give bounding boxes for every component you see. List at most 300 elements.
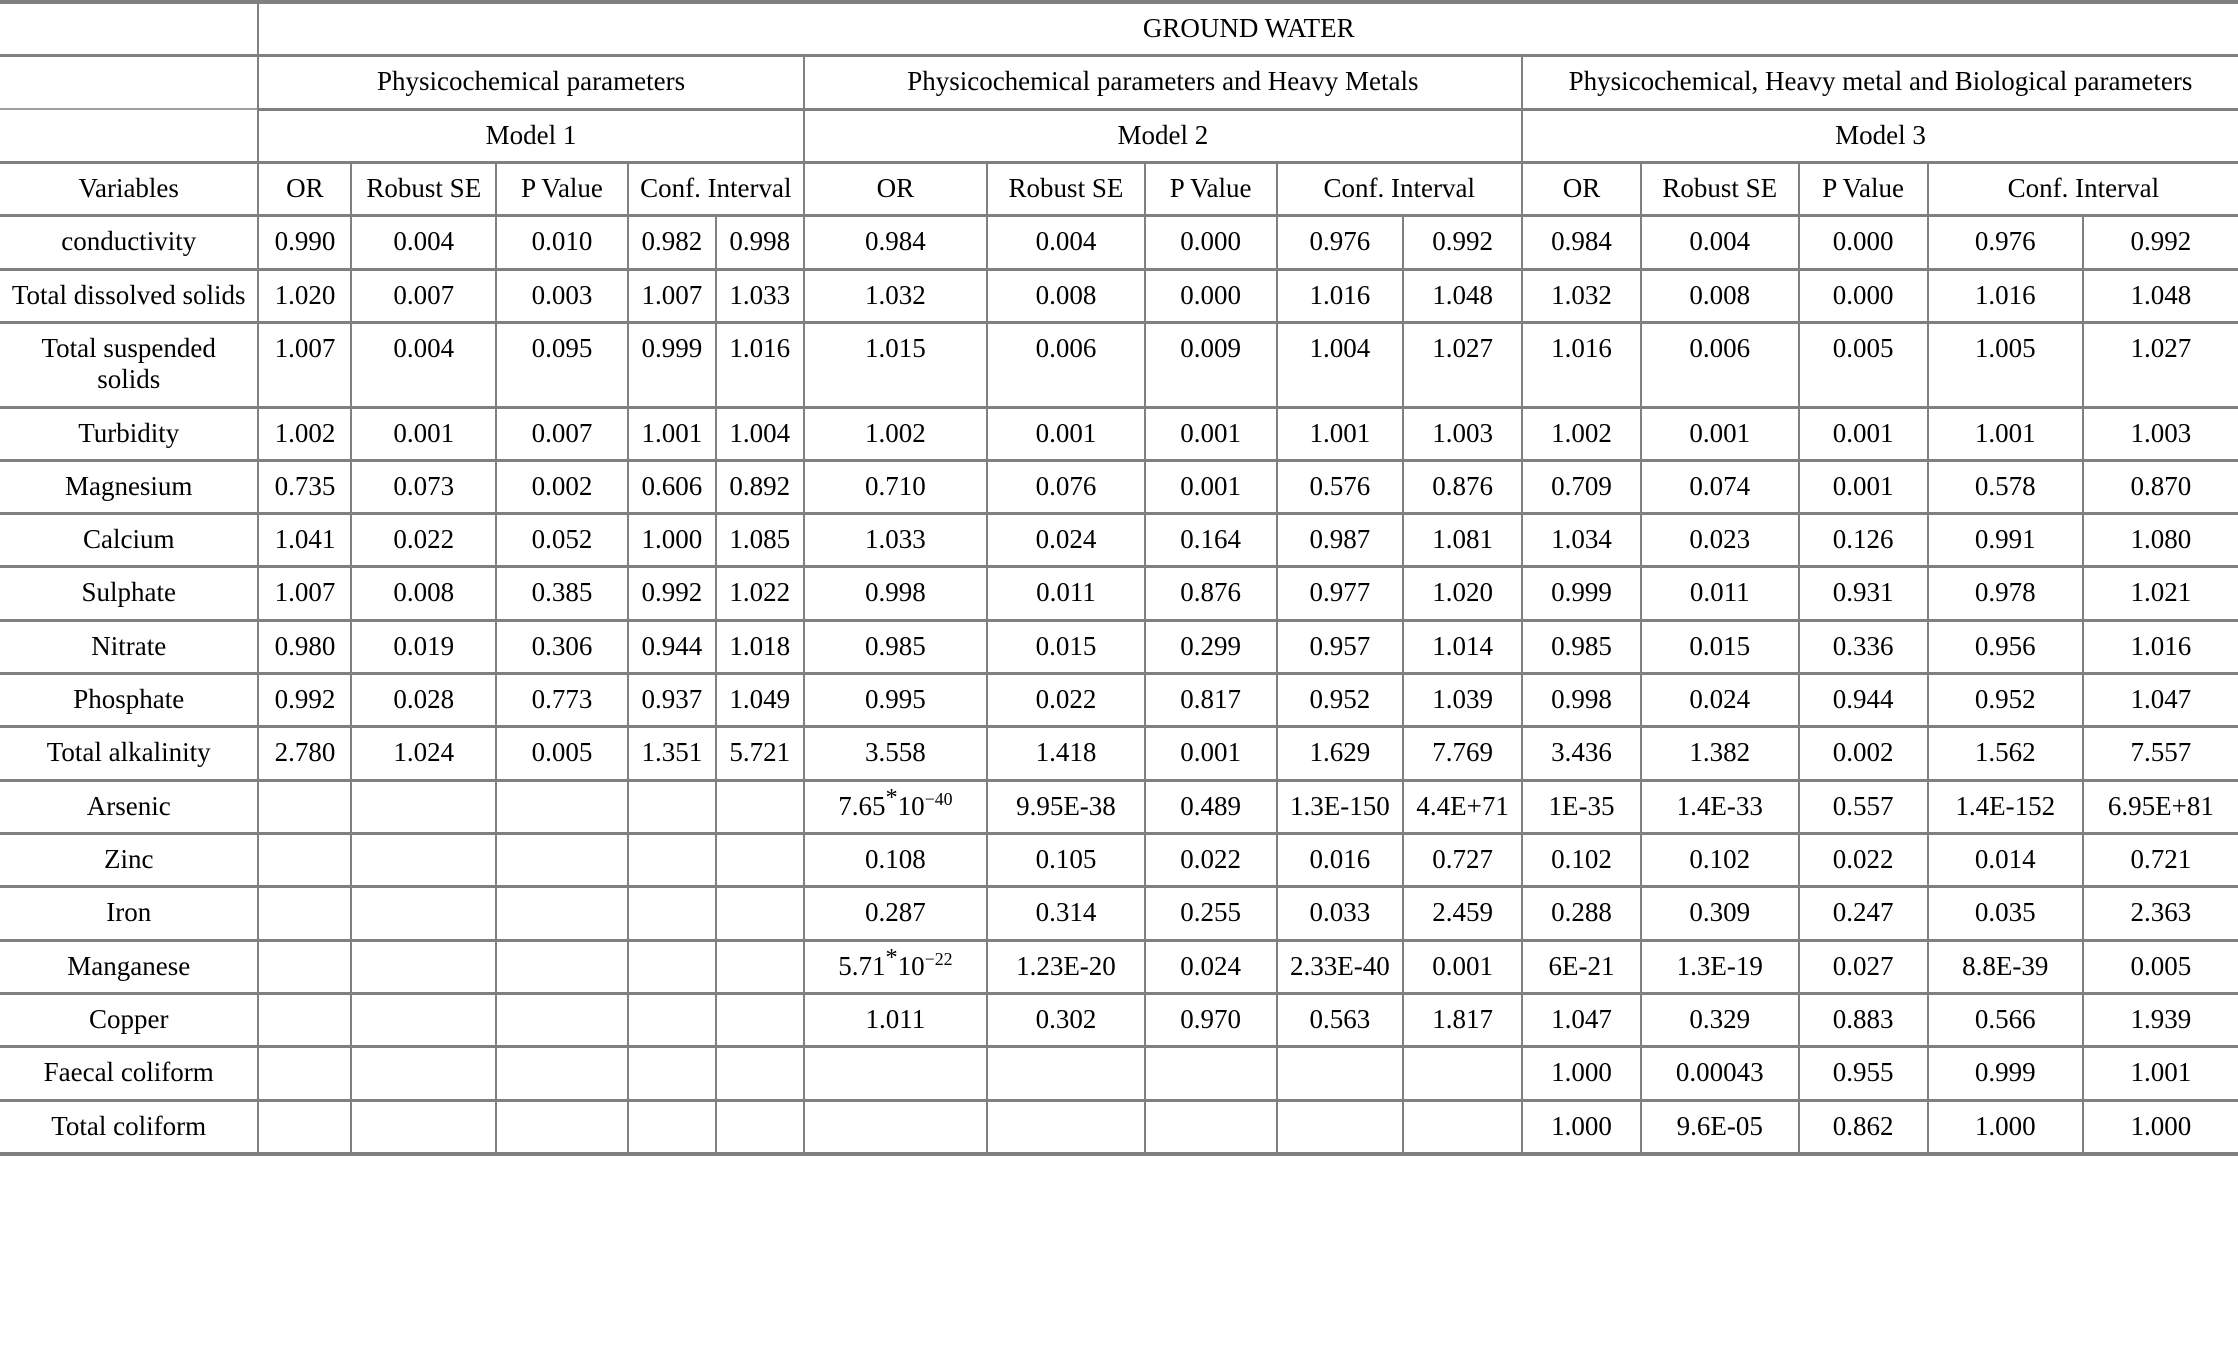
column-header-m3-conf-interval: Conf. Interval xyxy=(1928,162,2238,215)
cell-m3-ci-lower: 0.999 xyxy=(1928,1047,2083,1100)
cell-m2-robust-se: 0.076 xyxy=(987,460,1145,513)
cell-m3-robust-se: 0.008 xyxy=(1641,269,1799,322)
cell-m3-or: 0.102 xyxy=(1522,834,1641,887)
cell-m2-p-value: 0.009 xyxy=(1145,322,1277,407)
cell-m1-ci-lower xyxy=(628,1047,716,1100)
cell-m2-robust-se: 0.105 xyxy=(987,834,1145,887)
cell-m2-or: 1.011 xyxy=(804,993,987,1046)
cell-m2-ci-lower: 0.563 xyxy=(1277,993,1404,1046)
cell-m2-or: 0.710 xyxy=(804,460,987,513)
cell-m3-ci-lower: 0.578 xyxy=(1928,460,2083,513)
cell-m1-or xyxy=(258,1100,351,1154)
cell-m1-or xyxy=(258,993,351,1046)
cell-m3-p-value: 0.955 xyxy=(1799,1047,1928,1100)
cell-m1-ci-upper: 1.004 xyxy=(716,407,804,460)
cell-m2-ci-upper: 2.459 xyxy=(1403,887,1522,940)
cell-m2-ci-upper: 4.4E+71 xyxy=(1403,780,1522,833)
cell-m1-p-value xyxy=(496,780,628,833)
row-variable-label: conductivity xyxy=(0,216,258,269)
cell-m3-p-value: 0.001 xyxy=(1799,460,1928,513)
cell-m3-or: 1.032 xyxy=(1522,269,1641,322)
cell-m1-p-value: 0.095 xyxy=(496,322,628,407)
table-row xyxy=(0,674,2238,727)
cell-m2-or: 3.558 xyxy=(804,727,987,780)
cell-m2-or: 0.287 xyxy=(804,887,987,940)
cell-m1-p-value xyxy=(496,887,628,940)
row-variable-label: Total dissolved solids xyxy=(0,269,258,322)
column-header-m2-or: OR xyxy=(804,162,987,215)
cell-m3-robust-se: 0.011 xyxy=(1641,567,1799,620)
cell-m3-ci-upper: 1.000 xyxy=(2083,1100,2238,1154)
model-label-2: Model 2 xyxy=(804,109,1522,162)
group-title-model-2: Physicochemical parameters and Heavy Metals xyxy=(804,56,1522,109)
cell-m1-ci-upper: 1.016 xyxy=(716,322,804,407)
cell-m3-or: 1.047 xyxy=(1522,993,1641,1046)
cell-m1-p-value xyxy=(496,993,628,1046)
cell-m2-robust-se: 1.23E-20 xyxy=(987,940,1145,993)
corner-blank-top xyxy=(0,2,258,56)
cell-m2-p-value: 0.001 xyxy=(1145,407,1277,460)
cell-m3-or: 0.998 xyxy=(1522,674,1641,727)
cell-m2-p-value: 0.817 xyxy=(1145,674,1277,727)
cell-m3-robust-se: 0.024 xyxy=(1641,674,1799,727)
column-header-m2-conf-interval: Conf. Interval xyxy=(1277,162,1523,215)
cell-m2-or: 0.998 xyxy=(804,567,987,620)
row-variable-label: Arsenic xyxy=(0,780,258,833)
cell-m3-ci-lower: 0.976 xyxy=(1928,216,2083,269)
cell-m2-robust-se: 0.008 xyxy=(987,269,1145,322)
cell-m1-or: 0.992 xyxy=(258,674,351,727)
cell-m3-or: 1.034 xyxy=(1522,514,1641,567)
cell-m1-p-value: 0.003 xyxy=(496,269,628,322)
cell-m1-ci-upper: 1.022 xyxy=(716,567,804,620)
cell-m2-ci-upper: 1.027 xyxy=(1403,322,1522,407)
cell-m3-robust-se: 0.309 xyxy=(1641,887,1799,940)
cell-m2-or: $7.65*10^{-40}$ xyxy=(804,780,987,833)
table-row xyxy=(0,887,2238,940)
cell-m2-ci-upper: 7.769 xyxy=(1403,727,1522,780)
cell-m1-or: 0.990 xyxy=(258,216,351,269)
cell-m1-p-value xyxy=(496,1047,628,1100)
cell-m2-p-value: 0.001 xyxy=(1145,460,1277,513)
cell-m2-ci-lower: 0.976 xyxy=(1277,216,1404,269)
cell-m2-or: $5.71*10^{-22}$ xyxy=(804,940,987,993)
cell-m1-or xyxy=(258,1047,351,1100)
cell-m2-ci-upper: 1.039 xyxy=(1403,674,1522,727)
cell-m3-ci-upper: 0.870 xyxy=(2083,460,2238,513)
cell-m3-ci-upper: 1.939 xyxy=(2083,993,2238,1046)
cell-m2-p-value: 0.299 xyxy=(1145,620,1277,673)
group-title-model-1: Physicochemical parameters xyxy=(258,56,803,109)
cell-m3-p-value: 0.005 xyxy=(1799,322,1928,407)
cell-m2-ci-upper xyxy=(1403,1047,1522,1100)
cell-m1-p-value: 0.773 xyxy=(496,674,628,727)
cell-m3-or: 0.984 xyxy=(1522,216,1641,269)
cell-m1-robust-se: 0.004 xyxy=(351,216,496,269)
cell-m3-ci-upper: 0.005 xyxy=(2083,940,2238,993)
cell-m3-ci-lower: 0.014 xyxy=(1928,834,2083,887)
cell-m1-or: 1.007 xyxy=(258,567,351,620)
corner-blank-titles xyxy=(0,56,258,109)
column-header-m3-robust-se: Robust SE xyxy=(1641,162,1799,215)
cell-m2-ci-lower xyxy=(1277,1100,1404,1154)
cell-m3-robust-se: 0.015 xyxy=(1641,620,1799,673)
cell-m3-p-value: 0.000 xyxy=(1799,216,1928,269)
column-header-m1-or: OR xyxy=(258,162,351,215)
cell-m3-p-value: 0.126 xyxy=(1799,514,1928,567)
cell-m2-p-value: 0.876 xyxy=(1145,567,1277,620)
cell-m3-or: 3.436 xyxy=(1522,727,1641,780)
cell-m1-ci-upper: 1.033 xyxy=(716,269,804,322)
cell-m3-p-value: 0.883 xyxy=(1799,993,1928,1046)
cell-m3-ci-lower: 0.978 xyxy=(1928,567,2083,620)
cell-m3-ci-upper: 1.003 xyxy=(2083,407,2238,460)
cell-m2-ci-lower: 0.576 xyxy=(1277,460,1404,513)
cell-m3-p-value: 0.022 xyxy=(1799,834,1928,887)
row-variable-label: Turbidity xyxy=(0,407,258,460)
column-header-variables: Variables xyxy=(0,162,258,215)
cell-m3-ci-lower: 1.000 xyxy=(1928,1100,2083,1154)
cell-m3-ci-lower: 1.4E-152 xyxy=(1928,780,2083,833)
row-variable-label: Sulphate xyxy=(0,567,258,620)
cell-m2-ci-upper: 0.727 xyxy=(1403,834,1522,887)
cell-m1-ci-lower xyxy=(628,780,716,833)
header-row-model-numbers xyxy=(0,109,2238,162)
cell-m1-or: 1.041 xyxy=(258,514,351,567)
cell-m1-robust-se xyxy=(351,887,496,940)
cell-m2-or xyxy=(804,1100,987,1154)
cell-m2-or: 0.984 xyxy=(804,216,987,269)
cell-m1-ci-lower: 0.937 xyxy=(628,674,716,727)
cell-m1-ci-upper: 1.085 xyxy=(716,514,804,567)
cell-m1-or xyxy=(258,780,351,833)
cell-m2-ci-upper: 0.001 xyxy=(1403,940,1522,993)
cell-m1-or: 0.735 xyxy=(258,460,351,513)
cell-m3-ci-upper: 2.363 xyxy=(2083,887,2238,940)
cell-m3-or: 0.985 xyxy=(1522,620,1641,673)
model-label-1: Model 1 xyxy=(258,109,803,162)
cell-m1-p-value xyxy=(496,834,628,887)
header-row-columns xyxy=(0,162,2238,215)
cell-m1-robust-se: 0.073 xyxy=(351,460,496,513)
cell-m3-ci-upper: 1.016 xyxy=(2083,620,2238,673)
cell-m1-ci-lower: 0.992 xyxy=(628,567,716,620)
cell-m3-p-value: 0.931 xyxy=(1799,567,1928,620)
cell-m3-ci-upper: 7.557 xyxy=(2083,727,2238,780)
cell-m2-p-value: 0.000 xyxy=(1145,269,1277,322)
table-row xyxy=(0,834,2238,887)
cell-m2-p-value: 0.164 xyxy=(1145,514,1277,567)
cell-m2-p-value: 0.022 xyxy=(1145,834,1277,887)
cell-m3-ci-upper: 6.95E+81 xyxy=(2083,780,2238,833)
table-row xyxy=(0,460,2238,513)
cell-m2-p-value: 0.255 xyxy=(1145,887,1277,940)
cell-m2-ci-upper: 1.081 xyxy=(1403,514,1522,567)
table-row xyxy=(0,407,2238,460)
cell-m2-ci-lower xyxy=(1277,1047,1404,1100)
cell-m3-ci-upper: 1.027 xyxy=(2083,322,2238,407)
cell-m2-ci-lower: 0.957 xyxy=(1277,620,1404,673)
cell-m1-or: 2.780 xyxy=(258,727,351,780)
cell-m2-ci-lower: 0.952 xyxy=(1277,674,1404,727)
cell-m2-p-value xyxy=(1145,1100,1277,1154)
cell-m1-ci-lower: 1.001 xyxy=(628,407,716,460)
cell-m1-p-value: 0.052 xyxy=(496,514,628,567)
table-row xyxy=(0,514,2238,567)
table-row xyxy=(0,216,2238,269)
cell-m2-robust-se: 0.001 xyxy=(987,407,1145,460)
cell-m3-robust-se: 0.004 xyxy=(1641,216,1799,269)
cell-m3-or: 0.288 xyxy=(1522,887,1641,940)
cell-m3-or: 1.016 xyxy=(1522,322,1641,407)
cell-m1-ci-upper: 1.018 xyxy=(716,620,804,673)
cell-m3-p-value: 0.027 xyxy=(1799,940,1928,993)
table-row xyxy=(0,620,2238,673)
cell-m1-ci-lower: 0.999 xyxy=(628,322,716,407)
cell-m3-robust-se: 0.001 xyxy=(1641,407,1799,460)
row-variable-label: Total coliform xyxy=(0,1100,258,1154)
cell-m1-ci-upper xyxy=(716,1047,804,1100)
cell-m1-robust-se: 0.001 xyxy=(351,407,496,460)
cell-m3-robust-se: 9.6E-05 xyxy=(1641,1100,1799,1154)
column-header-m2-robust-se: Robust SE xyxy=(987,162,1145,215)
cell-m1-ci-upper xyxy=(716,1100,804,1154)
cell-m1-or: 1.020 xyxy=(258,269,351,322)
cell-m3-ci-lower: 0.991 xyxy=(1928,514,2083,567)
cell-m2-or: 1.033 xyxy=(804,514,987,567)
cell-m2-ci-upper: 0.992 xyxy=(1403,216,1522,269)
cell-m1-or: 0.980 xyxy=(258,620,351,673)
cell-m3-ci-lower: 0.566 xyxy=(1928,993,2083,1046)
cell-m3-ci-lower: 1.016 xyxy=(1928,269,2083,322)
cell-m2-ci-lower: 1.3E-150 xyxy=(1277,780,1404,833)
cell-m2-or: 1.032 xyxy=(804,269,987,322)
cell-m1-robust-se xyxy=(351,780,496,833)
column-header-m3-or: OR xyxy=(1522,162,1641,215)
cell-m1-p-value xyxy=(496,940,628,993)
cell-m2-ci-upper: 1.817 xyxy=(1403,993,1522,1046)
cell-m3-robust-se: 0.023 xyxy=(1641,514,1799,567)
table-row xyxy=(0,1047,2238,1100)
cell-m1-ci-upper xyxy=(716,834,804,887)
cell-m2-robust-se: 0.024 xyxy=(987,514,1145,567)
cell-m3-robust-se: 0.102 xyxy=(1641,834,1799,887)
cell-m1-robust-se: 0.004 xyxy=(351,322,496,407)
cell-m3-p-value: 0.944 xyxy=(1799,674,1928,727)
cell-m1-ci-lower xyxy=(628,1100,716,1154)
cell-m2-robust-se: 0.004 xyxy=(987,216,1145,269)
cell-m1-ci-lower: 1.351 xyxy=(628,727,716,780)
cell-m2-robust-se: 0.011 xyxy=(987,567,1145,620)
row-variable-label: Copper xyxy=(0,993,258,1046)
cell-m3-or: 1E-35 xyxy=(1522,780,1641,833)
table-row xyxy=(0,780,2238,833)
cell-m1-p-value: 0.007 xyxy=(496,407,628,460)
cell-m3-ci-upper: 1.021 xyxy=(2083,567,2238,620)
cell-m3-robust-se: 0.074 xyxy=(1641,460,1799,513)
cell-m1-p-value xyxy=(496,1100,628,1154)
cell-m3-or: 1.000 xyxy=(1522,1100,1641,1154)
cell-m3-ci-lower: 1.001 xyxy=(1928,407,2083,460)
cell-m3-ci-lower: 0.956 xyxy=(1928,620,2083,673)
column-header-m1-robust-se: Robust SE xyxy=(351,162,496,215)
cell-m1-or xyxy=(258,834,351,887)
table-row xyxy=(0,727,2238,780)
cell-m1-robust-se: 0.019 xyxy=(351,620,496,673)
cell-m3-ci-upper: 1.001 xyxy=(2083,1047,2238,1100)
table-row xyxy=(0,269,2238,322)
row-variable-label: Total alkalinity xyxy=(0,727,258,780)
row-variable-label: Phosphate xyxy=(0,674,258,727)
cell-m3-p-value: 0.862 xyxy=(1799,1100,1928,1154)
cell-m1-robust-se xyxy=(351,834,496,887)
cell-m3-ci-upper: 1.080 xyxy=(2083,514,2238,567)
cell-m1-ci-upper: 0.892 xyxy=(716,460,804,513)
cell-m2-robust-se: 9.95E-38 xyxy=(987,780,1145,833)
cell-m3-robust-se: 0.329 xyxy=(1641,993,1799,1046)
column-header-m1-p-value: P Value xyxy=(496,162,628,215)
model-label-3: Model 3 xyxy=(1522,109,2238,162)
cell-m2-p-value: 0.970 xyxy=(1145,993,1277,1046)
cell-m2-ci-upper: 0.876 xyxy=(1403,460,1522,513)
cell-m1-robust-se: 0.008 xyxy=(351,567,496,620)
cell-m1-p-value: 0.385 xyxy=(496,567,628,620)
cell-m2-p-value: 0.489 xyxy=(1145,780,1277,833)
cell-m1-ci-lower: 1.007 xyxy=(628,269,716,322)
row-variable-label: Zinc xyxy=(0,834,258,887)
cell-m2-robust-se: 0.022 xyxy=(987,674,1145,727)
cell-m2-robust-se xyxy=(987,1100,1145,1154)
cell-m2-ci-lower: 0.987 xyxy=(1277,514,1404,567)
cell-m2-ci-upper: 1.014 xyxy=(1403,620,1522,673)
cell-m2-ci-upper: 1.048 xyxy=(1403,269,1522,322)
cell-m3-p-value: 0.247 xyxy=(1799,887,1928,940)
cell-m2-or: 1.015 xyxy=(804,322,987,407)
cell-m1-ci-lower: 0.944 xyxy=(628,620,716,673)
cell-m1-ci-upper xyxy=(716,940,804,993)
cell-m2-ci-upper: 1.003 xyxy=(1403,407,1522,460)
corner-blank-models xyxy=(0,109,258,162)
cell-m2-p-value: 0.024 xyxy=(1145,940,1277,993)
cell-m2-or: 0.995 xyxy=(804,674,987,727)
cell-m1-ci-upper xyxy=(716,780,804,833)
header-row-model-set-titles xyxy=(0,56,2238,109)
cell-m1-p-value: 0.010 xyxy=(496,216,628,269)
cell-m1-robust-se xyxy=(351,940,496,993)
cell-m1-robust-se xyxy=(351,1100,496,1154)
row-variable-label: Magnesium xyxy=(0,460,258,513)
cell-m2-robust-se: 1.418 xyxy=(987,727,1145,780)
cell-m3-or: 0.709 xyxy=(1522,460,1641,513)
cell-m3-or: 1.000 xyxy=(1522,1047,1641,1100)
cell-m1-robust-se: 0.007 xyxy=(351,269,496,322)
cell-m2-ci-lower: 2.33E-40 xyxy=(1277,940,1404,993)
table-row xyxy=(0,940,2238,993)
table-row xyxy=(0,567,2238,620)
cell-m2-or xyxy=(804,1047,987,1100)
cell-m3-p-value: 0.001 xyxy=(1799,407,1928,460)
cell-m1-ci-upper: 5.721 xyxy=(716,727,804,780)
column-header-m1-conf-interval: Conf. Interval xyxy=(628,162,804,215)
row-variable-label: Manganese xyxy=(0,940,258,993)
cell-m2-robust-se: 0.006 xyxy=(987,322,1145,407)
cell-m2-or: 0.985 xyxy=(804,620,987,673)
cell-m3-p-value: 0.000 xyxy=(1799,269,1928,322)
cell-m1-robust-se xyxy=(351,1047,496,1100)
cell-m3-robust-se: 1.382 xyxy=(1641,727,1799,780)
cell-m3-robust-se: 0.006 xyxy=(1641,322,1799,407)
cell-m1-robust-se xyxy=(351,993,496,1046)
cell-m1-ci-lower xyxy=(628,940,716,993)
cell-m1-p-value: 0.306 xyxy=(496,620,628,673)
cell-m3-ci-lower: 0.952 xyxy=(1928,674,2083,727)
cell-m1-ci-lower xyxy=(628,887,716,940)
cell-m1-ci-lower xyxy=(628,993,716,1046)
cell-m3-p-value: 0.557 xyxy=(1799,780,1928,833)
cell-m3-ci-upper: 1.048 xyxy=(2083,269,2238,322)
table-row xyxy=(0,322,2238,407)
cell-m2-ci-upper xyxy=(1403,1100,1522,1154)
row-variable-label: Nitrate xyxy=(0,620,258,673)
cell-m3-ci-upper: 0.721 xyxy=(2083,834,2238,887)
cell-m3-p-value: 0.002 xyxy=(1799,727,1928,780)
cell-m2-robust-se: 0.314 xyxy=(987,887,1145,940)
cell-m1-robust-se: 1.024 xyxy=(351,727,496,780)
row-variable-label: Faecal coliform xyxy=(0,1047,258,1100)
cell-m2-ci-lower: 0.977 xyxy=(1277,567,1404,620)
column-header-m3-p-value: P Value xyxy=(1799,162,1928,215)
cell-m1-ci-lower: 0.982 xyxy=(628,216,716,269)
cell-m2-ci-lower: 1.001 xyxy=(1277,407,1404,460)
cell-m2-ci-lower: 1.629 xyxy=(1277,727,1404,780)
cell-m2-robust-se xyxy=(987,1047,1145,1100)
cell-m2-ci-lower: 1.004 xyxy=(1277,322,1404,407)
cell-m1-or xyxy=(258,887,351,940)
cell-m3-ci-lower: 0.035 xyxy=(1928,887,2083,940)
cell-m2-ci-lower: 1.016 xyxy=(1277,269,1404,322)
cell-m3-ci-lower: 1.562 xyxy=(1928,727,2083,780)
cell-m3-robust-se: 1.3E-19 xyxy=(1641,940,1799,993)
cell-m3-or: 0.999 xyxy=(1522,567,1641,620)
cell-m1-or: 1.002 xyxy=(258,407,351,460)
cell-m1-robust-se: 0.022 xyxy=(351,514,496,567)
cell-m2-ci-lower: 0.016 xyxy=(1277,834,1404,887)
cell-m3-ci-lower: 1.005 xyxy=(1928,322,2083,407)
cell-m2-robust-se: 0.015 xyxy=(987,620,1145,673)
row-variable-label: Iron xyxy=(0,887,258,940)
cell-m3-robust-se: 1.4E-33 xyxy=(1641,780,1799,833)
cell-m1-ci-upper xyxy=(716,887,804,940)
group-title-model-3: Physicochemical, Heavy metal and Biological parameters xyxy=(1522,56,2238,109)
cell-m3-or: 6E-21 xyxy=(1522,940,1641,993)
row-variable-label: Total suspended solids xyxy=(0,322,258,407)
cell-m2-p-value: 0.001 xyxy=(1145,727,1277,780)
cell-m3-robust-se: 0.00043 xyxy=(1641,1047,1799,1100)
row-variable-label: Calcium xyxy=(0,514,258,567)
cell-m3-p-value: 0.336 xyxy=(1799,620,1928,673)
cell-m3-or: 1.002 xyxy=(1522,407,1641,460)
cell-m1-ci-lower: 1.000 xyxy=(628,514,716,567)
cell-m2-robust-se: 0.302 xyxy=(987,993,1145,1046)
column-header-m2-p-value: P Value xyxy=(1145,162,1277,215)
cell-m3-ci-upper: 0.992 xyxy=(2083,216,2238,269)
group-title-ground-water: GROUND WATER xyxy=(258,2,2238,56)
cell-m2-ci-upper: 1.020 xyxy=(1403,567,1522,620)
cell-m1-ci-lower xyxy=(628,834,716,887)
cell-m2-or: 1.002 xyxy=(804,407,987,460)
table-row xyxy=(0,993,2238,1046)
cell-m1-ci-upper: 0.998 xyxy=(716,216,804,269)
